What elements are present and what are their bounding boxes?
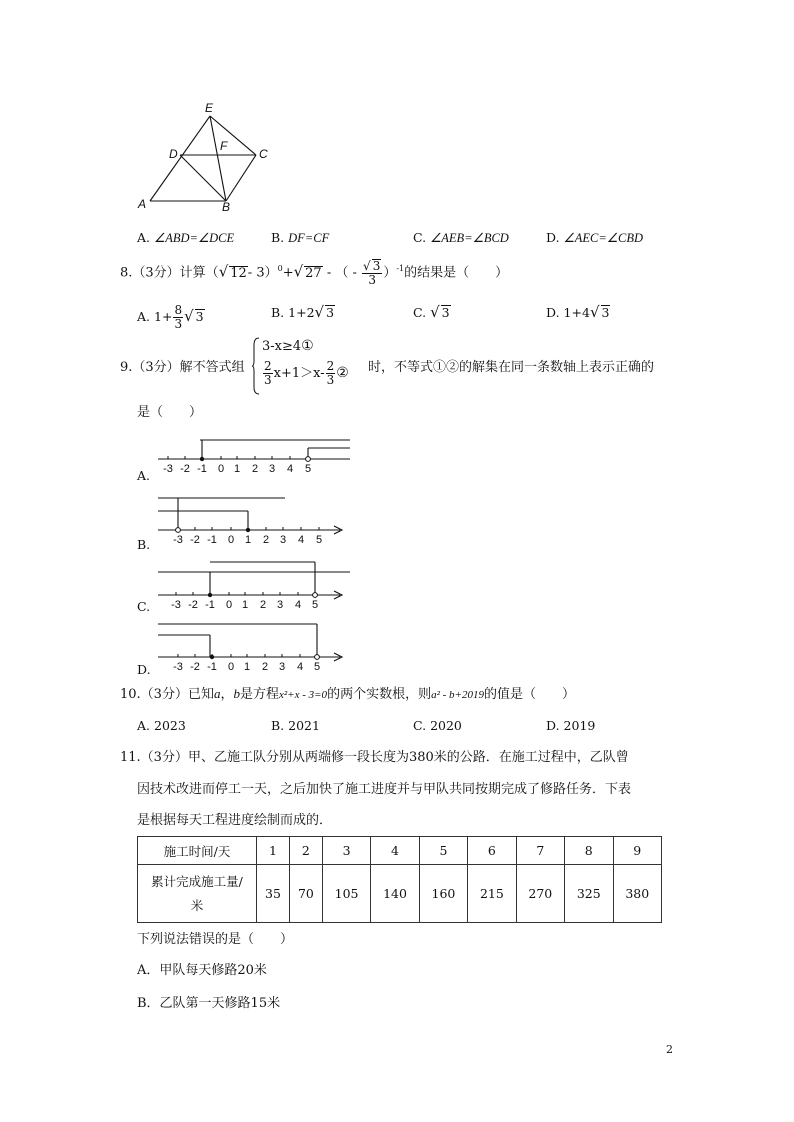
q7-option-b: B. DF=CF xyxy=(271,230,330,245)
q8-option-c: C. √ 3 xyxy=(413,303,450,321)
tick-label: -2 xyxy=(190,661,200,672)
number-line-c xyxy=(150,558,360,610)
table-row-days xyxy=(138,837,662,865)
table-cell: 3 xyxy=(322,837,370,865)
table-cell: 9 xyxy=(613,837,662,865)
solid-dot xyxy=(210,655,214,659)
number-line-a xyxy=(150,432,360,484)
table-cell: 1 xyxy=(257,837,290,865)
q9-option-d-label: D. xyxy=(137,662,151,677)
table-row-amounts xyxy=(138,865,662,923)
q10-option-b: B. 2021 xyxy=(271,718,320,733)
tick-label: -3 xyxy=(173,534,183,546)
hollow-dot xyxy=(313,593,318,598)
q10-option-a: A. 2023 xyxy=(137,718,186,733)
inequality-1: 3-x≥4① xyxy=(262,338,314,354)
q8-option-a: A. 1+ $\frac{8}{3}$ √ 3 xyxy=(137,303,204,331)
question-11-line1: 11.（3分）甲、乙施工队分别从两端修一段长度为380米的公路．在施工过程中，乙队曾 xyxy=(120,750,629,765)
tick-label: 5 xyxy=(311,599,319,610)
tick-label: 2 xyxy=(251,463,259,475)
tick-label: 5 xyxy=(304,463,312,475)
q8-option-d: D. 1+4√ 3 xyxy=(546,303,610,321)
question-9-suffix: 时，不等式①②的解集在同一条数轴上表示正确的 xyxy=(368,360,655,375)
table-cell: 4 xyxy=(371,837,419,865)
table-cell: 270 xyxy=(516,865,564,923)
page-number: 2 xyxy=(666,1043,673,1056)
solid-dot xyxy=(246,528,250,532)
tick-label: 4 xyxy=(296,661,304,672)
tick-label: 1 xyxy=(241,599,249,610)
table-cell: 7 xyxy=(516,837,564,865)
q9-option-c-label: C. xyxy=(137,599,151,614)
q8-fraction: $\frac{√ 3}{3}$ xyxy=(363,259,381,287)
question-8: 8.（3分）计算（√ 12- 3）$^0$+√ 27 - （ - $\frac{√ 3}{3}$ ）$^{-1}$的结果是（ ） xyxy=(120,259,509,287)
table-header-amounts: 累计完成施工量/ 米 xyxy=(138,865,257,923)
tick-label: 4 xyxy=(286,463,294,475)
tick-label: 4 xyxy=(297,534,305,546)
tick-label: 2 xyxy=(262,534,270,546)
table-cell: 6 xyxy=(468,837,516,865)
table-cell: 35 xyxy=(257,865,290,923)
question-11-line2: 因技术改进而停工一天，之后加快了施工进度并与甲队共同按期完成了修路任务．下表 xyxy=(137,782,632,797)
segment-cb xyxy=(226,155,256,201)
tick-label: -1 xyxy=(207,661,217,672)
label-b: B xyxy=(222,200,231,213)
solid-dot xyxy=(208,593,212,597)
tick-label: -1 xyxy=(205,599,215,610)
system-brace xyxy=(252,337,260,395)
tick-label: 0 xyxy=(227,534,235,546)
tick-label: 0 xyxy=(227,661,235,672)
label-e: E xyxy=(205,101,214,115)
question-11-line3: 是根据每天工程进度绘制而成的． xyxy=(137,813,333,828)
tick-label: -2 xyxy=(180,463,190,475)
number-line-d xyxy=(150,620,360,672)
question-10: 10.（3分）已知a，b是方程x²+x - 3=0的两个实数根，则a² - b+2019的值是（ ） xyxy=(120,686,575,702)
table-cell: 325 xyxy=(565,865,613,923)
progress-table xyxy=(137,836,662,923)
table-cell: 2 xyxy=(289,837,322,865)
hollow-dot xyxy=(176,528,181,533)
question-9-line2: 是（ ） xyxy=(137,405,203,420)
tick-label: -1 xyxy=(207,534,217,546)
table-header-days: 施工时间/天 xyxy=(138,837,257,865)
question-11-prompt: 下列说法错误的是（ ） xyxy=(137,932,294,947)
table-cell: 105 xyxy=(322,865,370,923)
table-cell: 380 xyxy=(613,865,662,923)
tick-label: 1 xyxy=(233,463,241,475)
tick-label: -2 xyxy=(188,599,198,610)
tick-label: -2 xyxy=(190,534,200,546)
tick-label: -3 xyxy=(171,599,181,610)
label-a: A xyxy=(138,197,147,211)
tick-label: 2 xyxy=(259,599,267,610)
tick-label: 2 xyxy=(261,661,269,672)
tick-label: 3 xyxy=(279,534,287,546)
q7-option-a: A. ∠ABD=∠DCE xyxy=(137,230,235,245)
segment-eb xyxy=(210,116,226,201)
q8-option-b: B. 1+2√ 3 xyxy=(271,303,335,321)
segment-ea xyxy=(150,116,210,201)
solid-dot xyxy=(200,457,204,461)
q7-option-c: C. ∠AEB=∠BCD xyxy=(413,230,509,245)
tick-label: 5 xyxy=(313,661,321,672)
geometry-figure xyxy=(130,98,290,213)
tick-label: 1 xyxy=(243,661,251,672)
table-cell: 215 xyxy=(468,865,516,923)
q9-option-b-label: B. xyxy=(137,537,151,552)
inequality-2: $\frac{2}{3}$ x+1＞x- $\frac{2}{3}$ ② xyxy=(264,359,349,387)
tick-label: -3 xyxy=(163,463,173,475)
q10-option-c: C. 2020 xyxy=(413,718,462,733)
tick-label: 0 xyxy=(225,599,233,610)
table-cell: 70 xyxy=(289,865,322,923)
tick-label: 1 xyxy=(244,534,252,546)
tick-label: 3 xyxy=(268,463,276,475)
label-f: F xyxy=(220,139,228,153)
table-cell: 5 xyxy=(419,837,467,865)
tick-label: 4 xyxy=(294,599,302,610)
hollow-dot xyxy=(306,457,311,462)
table-cell: 160 xyxy=(419,865,467,923)
q11-option-a: A．甲队每天修路20米 xyxy=(137,963,267,978)
hollow-dot xyxy=(315,655,320,660)
tick-label: 3 xyxy=(276,599,284,610)
number-line-b xyxy=(150,494,360,546)
question-9-prefix: 9.（3分）解不答式组 xyxy=(120,360,245,375)
tick-label: 5 xyxy=(315,534,323,546)
q7-option-d: D. ∠AEC=∠CBD xyxy=(546,230,644,245)
segment-ec xyxy=(210,116,256,155)
label-c: C xyxy=(259,147,268,161)
table-cell: 140 xyxy=(371,865,419,923)
label-d: D xyxy=(169,147,178,161)
tick-label: -1 xyxy=(197,463,207,475)
q11-option-b: B．乙队第一天修路15米 xyxy=(137,996,281,1011)
tick-label: 0 xyxy=(217,463,225,475)
tick-label: -3 xyxy=(173,661,183,672)
table-cell: 8 xyxy=(565,837,613,865)
tick-label: 3 xyxy=(278,661,286,672)
q10-option-d: D. 2019 xyxy=(546,718,596,733)
q9-option-a-label: A. xyxy=(137,468,151,483)
